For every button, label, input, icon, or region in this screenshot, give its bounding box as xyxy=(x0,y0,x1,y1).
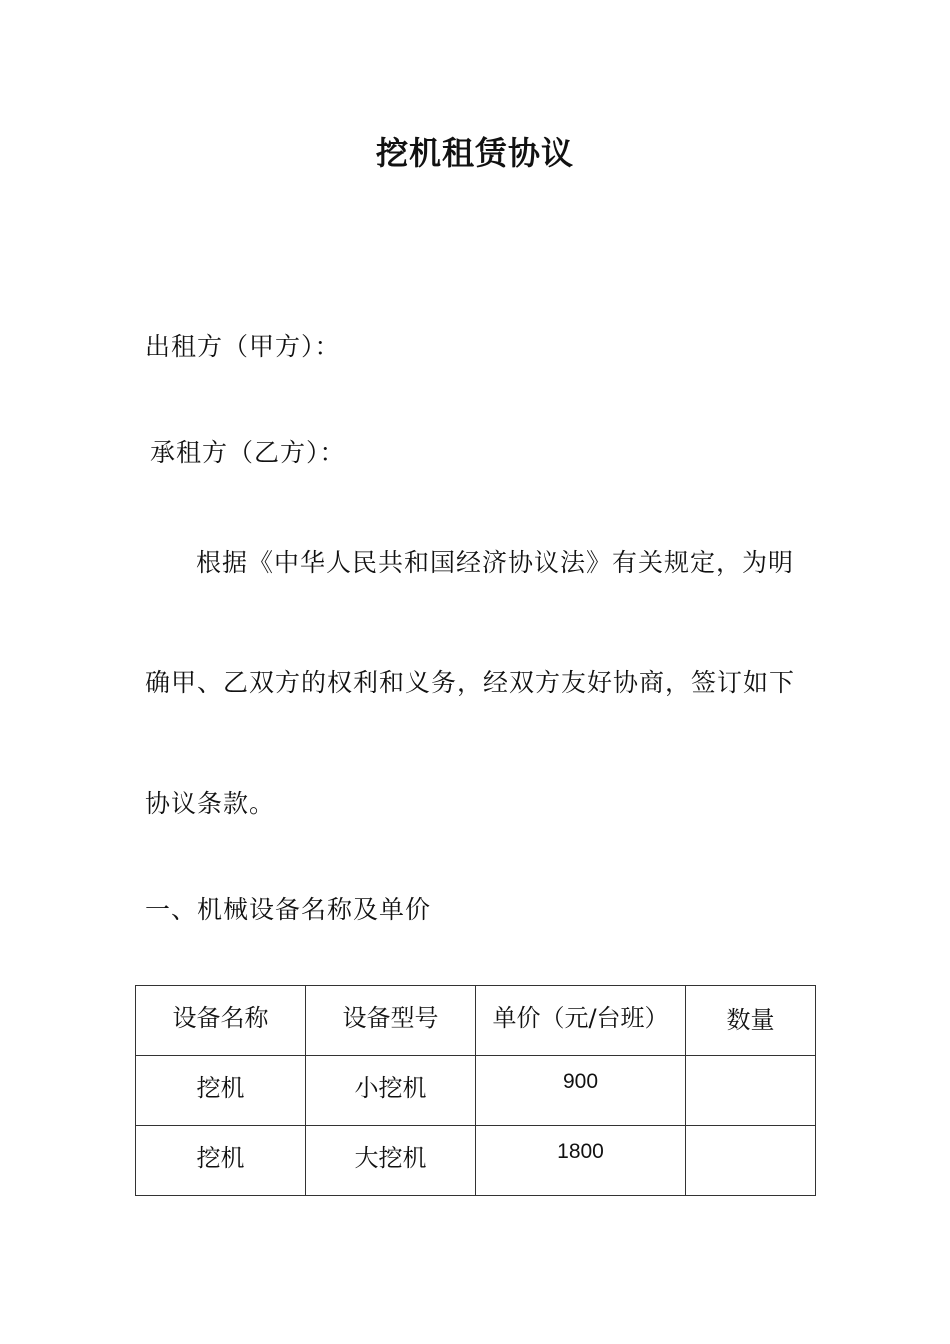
equipment-table xyxy=(135,985,816,1196)
cell-quantity xyxy=(686,1056,816,1126)
cell-quantity xyxy=(686,1126,816,1196)
document-title: 挖机租赁协议 xyxy=(375,134,574,172)
section-heading-equipment: 一、机械设备名称及单价 xyxy=(145,895,432,924)
lessor-label: 出租方（甲方）： xyxy=(145,332,341,361)
body-paragraph-line-1: 根据《中华人民共和国经济协议法》有关规定，为明 xyxy=(196,548,795,577)
header-equipment-name: 设备名称 xyxy=(136,986,306,1056)
cell-equipment-model: 小挖机 xyxy=(306,1056,476,1126)
header-unit-price: 单价（元/台班） xyxy=(476,986,686,1056)
header-quantity: 数量 xyxy=(686,986,816,1056)
table-row xyxy=(136,1126,816,1196)
header-equipment-model: 设备型号 xyxy=(306,986,476,1056)
table-row xyxy=(136,1056,816,1126)
lessee-label: 承租方（乙方）： xyxy=(150,438,346,467)
cell-equipment-name: 挖机 xyxy=(136,1126,306,1196)
cell-unit-price: 1800 xyxy=(476,1126,686,1196)
table-header-row xyxy=(136,986,816,1056)
body-paragraph-line-3: 协议条款。 xyxy=(145,789,276,818)
cell-equipment-name: 挖机 xyxy=(136,1056,306,1126)
cell-unit-price: 900 xyxy=(476,1056,686,1126)
body-paragraph-line-2: 确甲、乙双方的权利和义务，经双方友好协商，签订如下 xyxy=(145,668,796,697)
cell-equipment-model: 大挖机 xyxy=(306,1126,476,1196)
